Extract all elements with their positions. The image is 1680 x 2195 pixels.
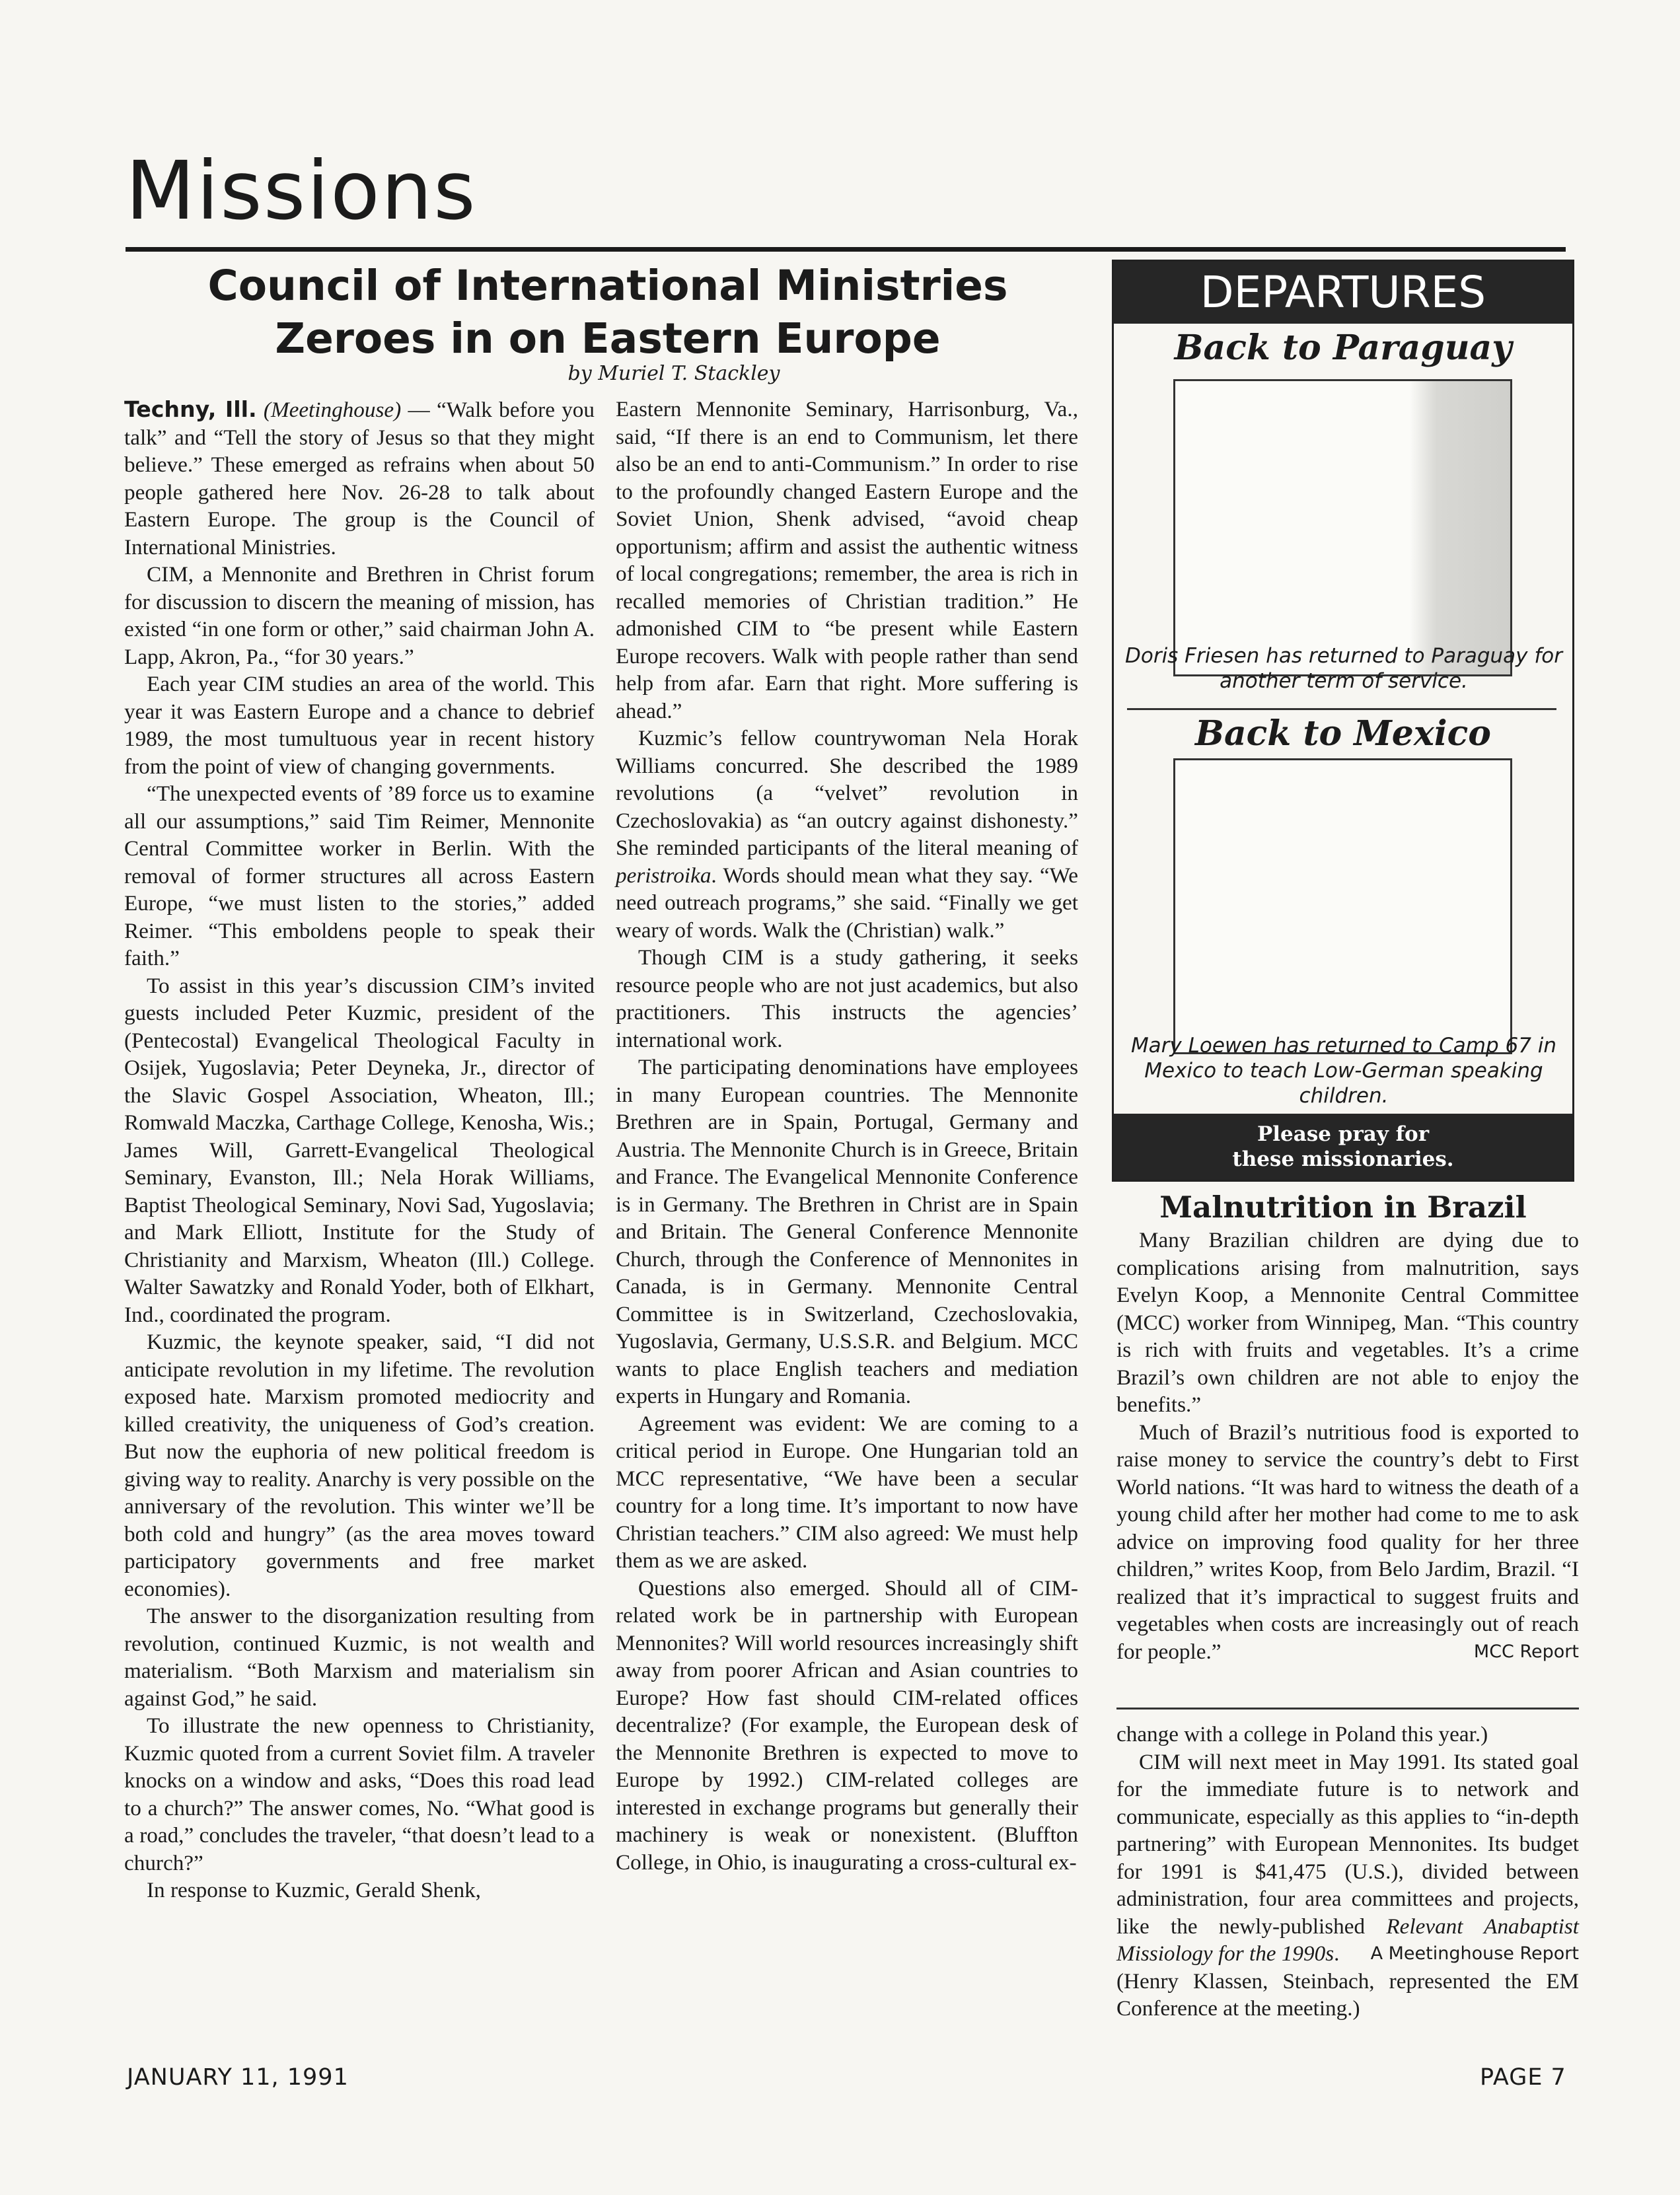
page-number: PAGE 7 (1480, 2064, 1566, 2091)
paragraph: Kuzmic, the keynote speaker, said, “I did not anticipate revolution in my lifetime. The revolution exposed hate. Marxism promoted mediocrity and killed creativity, the uniqueness of God’s creation. But now the euphoria of new political freedom is giving way to reality. Anarchy is very possible on the anniversary of the revolution. This winter we’ll be both cold and hungry” (as the area moves toward participatory governments and free market economies). (124, 1330, 595, 1601)
missionary-photo-mexico (1173, 758, 1512, 1054)
paragraph: Though CIM is a study gathering, it seeks resource people who are not just academics, but also practitioners. This instructs the agencies’ international work. (616, 945, 1078, 1052)
lead-paragraph (124, 396, 595, 561)
paragraph-text: Kuzmic’s fellow countrywoman Nela Horak Williams concurred. She described the 1989 revolutions (a “velvet” revolution in Czechoslovakia) as “an outcry against dishonesty.” She reminded participants of the literal meaning of (616, 726, 1078, 860)
paragraph (1116, 1419, 1579, 1666)
departures-header: DEPARTURES (1114, 262, 1572, 324)
byline: by Muriel T. Stackley (567, 362, 780, 385)
paragraph: CIM, a Mennonite and Brethren in Christ forum for discussion to discern the meaning of mission, has existed “in one form or other,” said chairman John A. Lapp, Akron, Pa., “for 30 years.” (124, 562, 595, 669)
paragraph (1116, 1748, 1579, 1968)
photo-caption-mexico: Mary Loewen has returned to Camp 67 in Mexico to teach Low-German speaking children. (1130, 1034, 1557, 1108)
paragraph: “The unexpected events of ’89 force us to examine all our assumptions,” said Tim Reimer, Mennonite Central Committee worker in Berlin. With the removal of former structures all across Eastern Europe, “we must listen to the stories,” added Reimer. “This emboldens people to speak their faith.” (124, 781, 595, 970)
paragraph: Many Brazilian children are dying due to complications arising from malnutrition, says Evelyn Koop, a Mennonite Central Committee (MCC) worker from Winnipeg, Man. “This country is rich with fruits and vegetables. It’s a crime Brazil’s own children are not able to enjoy the benefits.” (1116, 1228, 1579, 1417)
paragraph: To assist in this year’s discussion CIM’s invited guests included Peter Kuzmic, president of the (Pentecostal) Evangelical Theological Faculty in Osijek, Yugoslavia; Peter Deyneka, Jr., director of the Slavic Gospel Association, Wheaton, Ill.; Romwald Maczka, Carthage College, Kenosha, Wis.; James Will, Garrett-Evangelical Theological Seminary, Evanston, Ill.; Nela Horak Williams, Baptist Theological Seminary, Novi Sad, Yugoslavia; and Mark Elliott, Institute for the Study of Christianity and Marxism, Wheaton (Ill.) College. Walter Sawatzky and Ronald Yoder, both of Elkhart, Ind., coordinated the program. (124, 973, 595, 1327)
article-column-3 (1116, 1721, 1579, 2023)
column-divider (1116, 1708, 1579, 1709)
paragraph: Agreement was evident: We are coming to a critical period in Europe. One Hungarian told an MCC representative, “We have been a secular country for a long time. It’s important to now have Christian teachers.” CIM also agreed: We must help them as we are asked. (616, 1411, 1078, 1573)
paragraph: In response to Kuzmic, Gerald Shenk, (147, 1878, 481, 1902)
prayer-request-banner (1114, 1114, 1572, 1180)
section-rule (126, 247, 1566, 252)
article-column-1 (124, 396, 595, 1904)
source-credit: MCC Report (1473, 1641, 1579, 1662)
issue-date: JANUARY 11, 1991 (127, 2064, 349, 2091)
paragraph: (Henry Klassen, Steinbach, represented the EM Conference at the meeting.) (1116, 1968, 1579, 2021)
paragraph: To illustrate the new openness to Christianity, Kuzmic quoted from a current Soviet film. A traveler knocks on a window and asks, “Does this road lead to a church?” The answer comes, No. “What good is a road,” concludes the traveler, “that doesn’t lead to a church?” (124, 1713, 595, 1875)
paragraph: change with a college in Poland this year.) (1116, 1722, 1488, 1746)
emphasis-text: peristroika (616, 863, 712, 888)
brazil-headline: Malnutrition in Brazil (1159, 1190, 1527, 1225)
paragraph: Each year CIM studies an area of the world. This year it was Eastern Europe and a chance to debrief 1989, the most tumultuous year in recent history from the point of view of changing governments. (124, 672, 595, 779)
paragraph-text: “Walk before you talk” and “Tell the story of Jesus so that they might believe.” These emerged as refrains when about 50 people gathered here Nov. 26-28 to talk about Eastern Europe. The group is the Council of International Ministries. (124, 398, 595, 559)
missionary-photo-paraguay (1173, 379, 1512, 676)
headline-line-1: Council of International Ministries (207, 262, 1008, 310)
paragraph: Eastern Mennonite Seminary, Harrisonburg, Va., said, “If there is an end to Communism, let there also be an end to anti-Communism.” In order to rise to the profoundly changed Eastern Europe and the Soviet Union, Shenk advised, “avoid cheap opportunism; affirm and assist the authentic witness of local congregations; remember, the area is rich in recalled memories of Christian tradition.” He admonished CIM to “be present while Eastern Europe recovers. Walk with people rather than send help from afar. Earn that right. More suffering is ahead.” (616, 397, 1078, 723)
paragraph (616, 725, 1078, 944)
headline-line-2: Zeroes in on Eastern Europe (275, 314, 941, 363)
paragraph: Questions also emerged. Should all of CIM-related work be in partnership with European Mennonites? Will world resources increasingly shift away from poorer African and Asian countries to Europe? How fast should CIM-related offices decentralize? (For example, the European desk of the Mennonite Brethren is expected to move to Europe by 1992.) CIM-related colleges are interested in exchange programs but generally their machinery is weak or nonexistent. (Bluffton College, in Ohio, is inaugurating a cross-cultural ex- (616, 1575, 1078, 1875)
paragraph-text: CIM will next meet in May 1991. Its stated goal for the immediate future is to network and communicate, especially as this applies to “in-depth partnering” with European Mennonites. Its budget for 1991 is $41,475 (U.S.), divided between administration, four area committees and projects, like the newly-published (1116, 1749, 1579, 1939)
brazil-article (1116, 1227, 1579, 1665)
prayer-request-line-1: Please pray for (1257, 1122, 1430, 1146)
section-title: Missions (126, 144, 477, 238)
dateline-dash: — (401, 398, 437, 422)
photo-caption-paraguay: Doris Friesen has returned to Paraguay for another term of service. (1124, 644, 1562, 693)
paragraph-text: . Words should mean what they say. “We need outreach programs,” she said. “Finally we get weary of words. Walk the (Christian) walk.” (616, 863, 1078, 943)
departures-subhead-mexico: Back to Mexico (1195, 713, 1491, 754)
source-credit: A Meetinghouse Report (1370, 1943, 1579, 1964)
departures-subhead-paraguay: Back to Paraguay (1174, 328, 1512, 368)
departures-box (1112, 260, 1574, 1182)
emphasis-text: Relevant Anabaptist Missiology for the 1990s (1116, 1914, 1579, 1966)
article-headline (132, 260, 1083, 365)
paragraph: The answer to the disorganization resulting from revolution, continued Kuzmic, is not wealth and materialism. “Both Marxism and materialism sin against God,” he said. (124, 1604, 595, 1711)
departures-divider (1127, 708, 1556, 710)
paragraph: The participating denominations have employees in many European countries. The Mennonite Brethren are in Spain, Portugal, Germany and Austria. The Mennonite Church is in Greece, Britain and France. The Evangelical Mennonite Conference is in Germany. The Brethren in Christ are in Spain and Britain. The General Conference Mennonite Church, through the Conference of Mennonites in Canada, is in Germany. Mennonite Central Committee is in Switzerland, Czechoslovakia, Yugoslavia, Germany, U.S.S.R. and Belgium. MCC wants to place English teachers and mediation experts in Hungary and Romania. (616, 1055, 1078, 1408)
prayer-request-line-2: these missionaries. (1232, 1147, 1454, 1171)
dateline-place: Techny, Ill. (124, 396, 257, 422)
paragraph-text: . (1334, 1941, 1340, 1966)
dateline-source: (Meetinghouse) (263, 398, 402, 422)
paragraph-text: Much of Brazil’s nutritious food is exported to raise money to service the country’s debt to First World nations. “It was hard to witness the death of a young child after her mother had come to me to ask advice on improving food quality for her three children,” writes Koop, from Belo Jardim, Brazil. “I realized that it’s impractical to suggest fruits and vegetables when costs are increasingly out of reach for people.” (1116, 1420, 1579, 1664)
article-column-2 (616, 396, 1078, 1876)
